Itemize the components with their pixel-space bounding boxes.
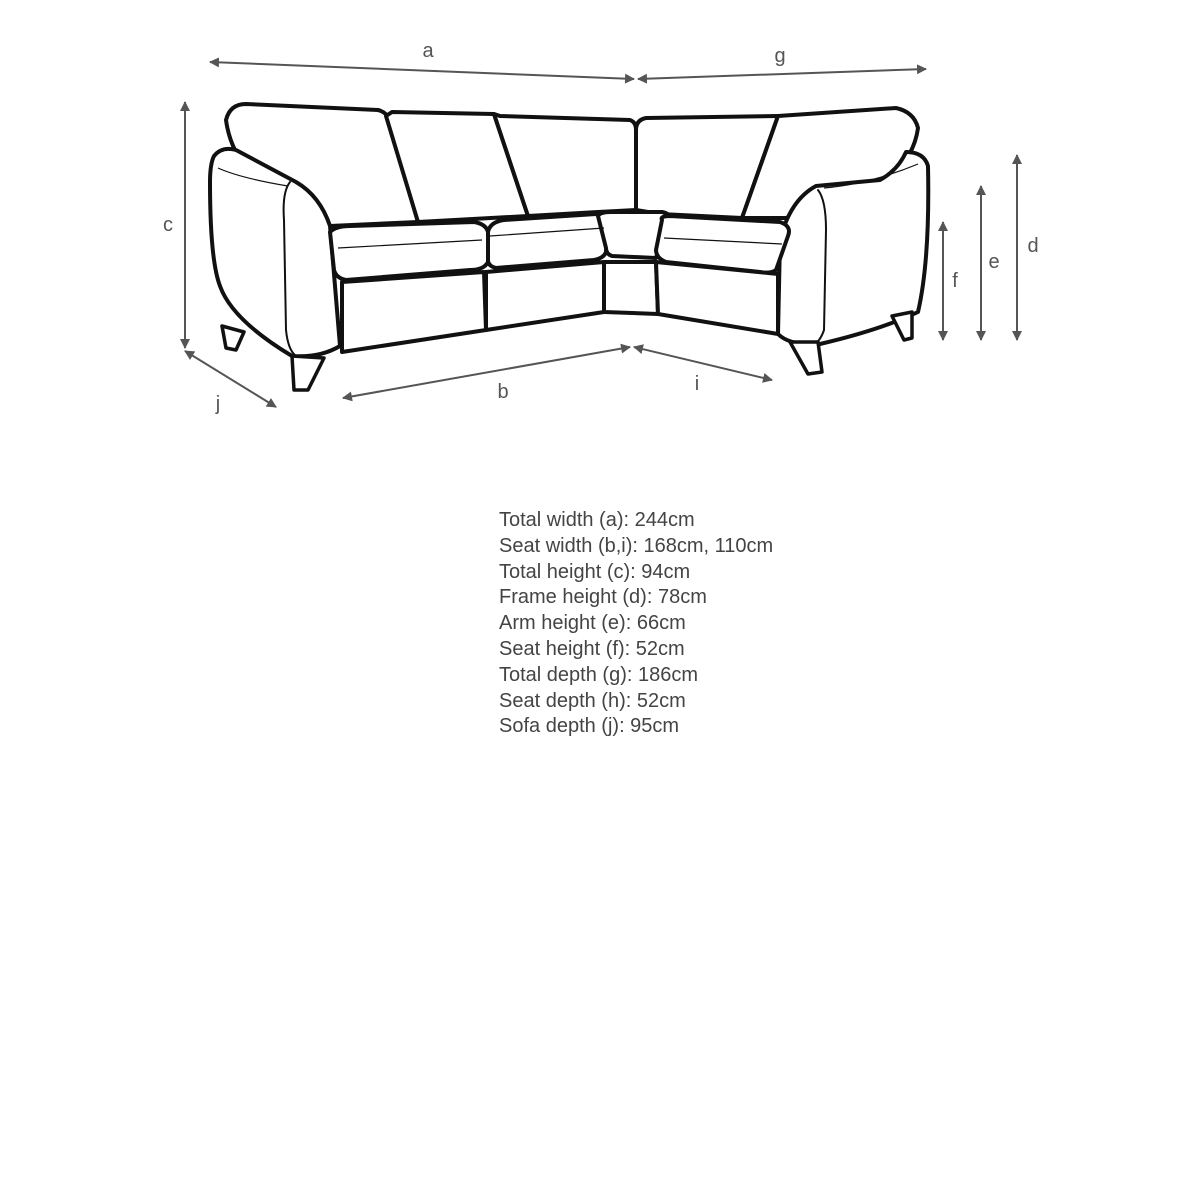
front-base-left [342, 272, 486, 352]
sofa-drawing [210, 104, 928, 390]
front-base-right [656, 262, 778, 334]
dimension-label-a: a [422, 40, 434, 62]
dimension-label-d: d [1027, 235, 1039, 257]
leg-back-left [222, 326, 244, 350]
spec-sofa-depth: Sofa depth (j): 95cm [499, 715, 680, 738]
dimension-label-i: i [694, 373, 700, 395]
seat-cushion-left [330, 222, 488, 280]
dimension-label-j: j [215, 393, 221, 415]
spec-total-width: Total width (a): 244cm [499, 509, 695, 531]
dimension-label-b: b [497, 381, 509, 403]
dimension-label-e: e [988, 251, 1000, 273]
dimension-b-arrow [343, 347, 630, 398]
dimension-j-arrow [185, 351, 276, 407]
spec-frame-height: Frame height (d): 78cm [499, 586, 707, 609]
leg-front-right [790, 342, 822, 374]
spec-seat-height: Seat height (f): 52cm [499, 637, 685, 660]
dimension-label-c: c [163, 214, 173, 236]
dimension-i-arrow [634, 347, 772, 380]
dimension-spec-list [499, 508, 773, 740]
dimension-label-f: f [952, 270, 958, 292]
dimension-a-arrow [210, 62, 634, 79]
dimension-label-g: g [774, 45, 786, 67]
spec-arm-height: Arm height (e): 66cm [499, 612, 686, 635]
spec-total-height: Total height (c): 94cm [499, 560, 691, 583]
leg-back-right [892, 312, 912, 340]
corner-sofa-diagram [0, 0, 1200, 440]
leg-front-left [292, 356, 324, 390]
front-base-center [486, 262, 604, 330]
dimension-g-arrow [638, 69, 926, 79]
spec-seat-depth: Seat depth (h): 52cm [499, 689, 686, 712]
seat-cushion-center-left [488, 214, 608, 268]
spec-total-depth: Total depth (g): 186cm [499, 663, 698, 686]
front-base-corner [604, 262, 658, 314]
spec-seat-width: Seat width (b,i): 168cm, 110cm [499, 534, 774, 557]
